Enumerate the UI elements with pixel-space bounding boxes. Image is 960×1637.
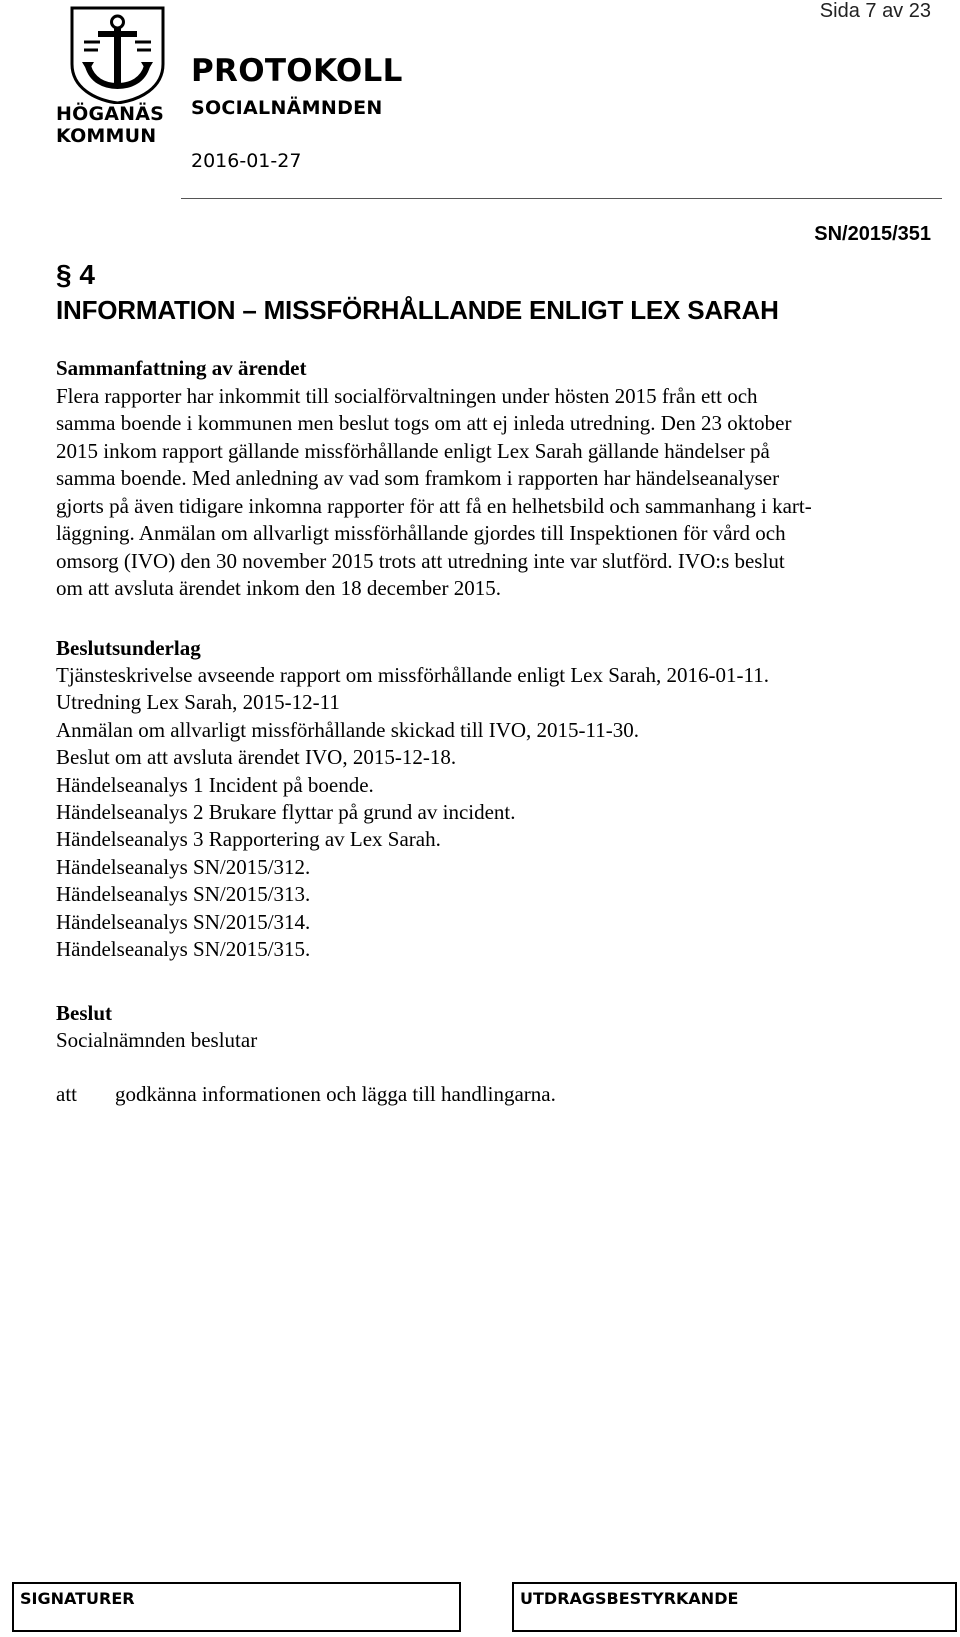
list-item: Händelseanalys 2 Brukare flyttar på grund av incident. (56, 800, 516, 825)
decision-intro: Socialnämnden beslutar (56, 1028, 258, 1052)
document-title: PROTOKOLL (191, 53, 403, 89)
signatures-label: SIGNATURER (20, 1589, 135, 1608)
decision-basis-list (56, 662, 936, 963)
decision-clause (56, 1081, 936, 1108)
header-divider (181, 198, 942, 199)
meeting-date: 2016-01-27 (191, 150, 302, 172)
summary-line: omsorg (IVO) den 30 november 2015 trots att utredning inte var slutförd. IVO:s beslut (56, 548, 785, 573)
list-item: Tjänsteskrivelse avseende rapport om missförhållande enligt Lex Sarah, 2016-01-11. (56, 663, 770, 687)
paragraph-number: § 4 (56, 259, 95, 290)
decision-section (56, 1000, 936, 1108)
summary-line: gjorts på även tidigare inkomna rapporter för att få en helhetsbild och sammanhang i kart- (56, 493, 812, 518)
summary-line: läggning. Anmälan om allvarligt missförhållande gjordes till Inspektionen för vård och (56, 521, 786, 545)
att-label: att (56, 1082, 77, 1106)
list-item: Utredning Lex Sarah, 2015-12-11 (56, 690, 340, 715)
signatures-box (12, 1582, 461, 1632)
page-number: Sida 7 av 23 (819, 0, 931, 22)
committee-name: SOCIALNÄMNDEN (191, 97, 383, 119)
decision-basis-heading: Beslutsunderlag (56, 636, 201, 660)
summary-line: 2015 inkom rapport gällande missförhållande enligt Lex Sarah gällande händelser på (56, 438, 770, 463)
case-heading: INFORMATION – MISSFÖRHÅLLANDE ENLIGT LEX SARAH (56, 295, 779, 325)
list-item: Beslut om att avsluta ärendet IVO, 2015-12-18. (56, 745, 457, 770)
decision-basis-section (56, 635, 936, 963)
summary-section (56, 355, 936, 603)
decision-heading: Beslut (56, 1001, 113, 1025)
list-item: Händelseanalys SN/2015/314. (56, 909, 311, 934)
summary-line: om att avsluta ärendet inkom den 18 december 2015. (56, 576, 501, 600)
list-item: Händelseanalys 3 Rapportering av Lex Sarah. (56, 827, 441, 852)
logo-wordmark-line-2: KOMMUN (56, 125, 157, 147)
list-item: Händelseanalys 1 Incident på boende. (56, 772, 374, 797)
list-item: Anmälan om allvarligt missförhållande skickad till IVO, 2015-11-30. (56, 717, 640, 742)
case-reference: SN/2015/351 (814, 223, 931, 245)
list-item: Händelseanalys SN/2015/312. (56, 854, 311, 879)
summary-line: Flera rapporter har inkommit till socialförvaltningen under hösten 2015 från ett och (56, 383, 758, 408)
summary-line: samma boende. Med anledning av vad som framkom i rapporten har händelseanalyser (56, 466, 780, 490)
logo-wordmark-line-1: HÖGANÄS (56, 103, 165, 125)
summary-line: samma boende i kommunen men beslut togs om att ej inleda utredning. Den 23 oktober (56, 411, 792, 435)
list-item: Händelseanalys SN/2015/315. (56, 937, 311, 962)
certification-box (512, 1582, 957, 1632)
summary-heading: Sammanfattning av ärendet (56, 356, 307, 380)
certification-label: UTDRAGSBESTYRKANDE (520, 1589, 739, 1608)
decision-text: godkänna informationen och lägga till handlingarna. (115, 1082, 556, 1106)
list-item: Händelseanalys SN/2015/313. (56, 882, 311, 907)
logo-wordmark (56, 103, 176, 147)
